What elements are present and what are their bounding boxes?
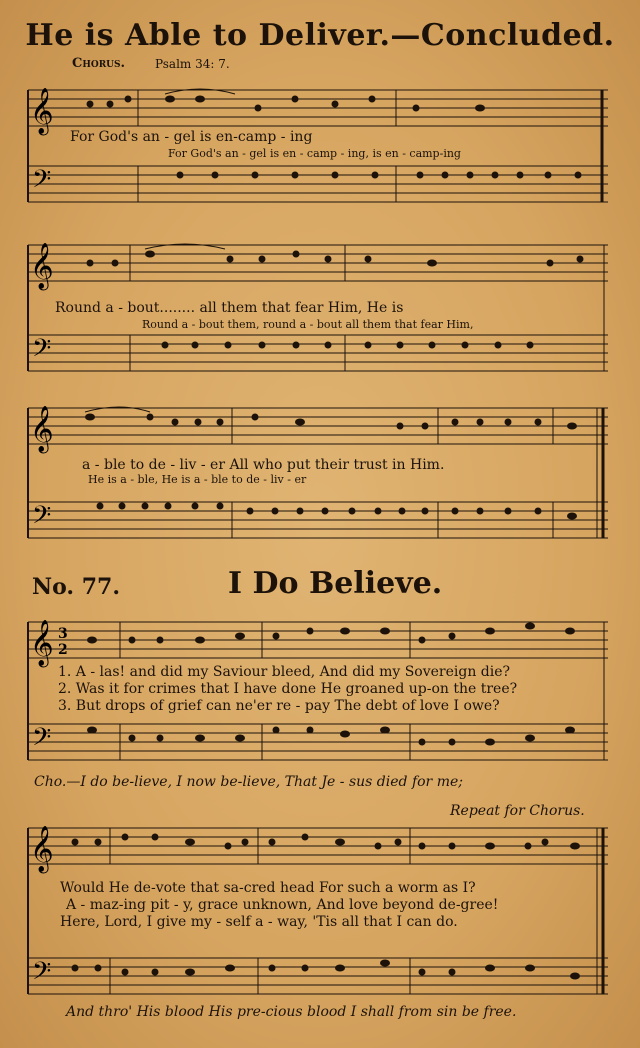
svg-text:𝄢: 𝄢 — [32, 723, 52, 758]
psalm-reference: Psalm 34: 7. — [155, 57, 230, 71]
svg-text:𝄞: 𝄞 — [30, 406, 54, 452]
verse3-line2: Here, Lord, I give my - self a - way, 'Tis all that I can do. — [60, 914, 458, 930]
repeat-note: Repeat for Chorus. — [450, 803, 585, 819]
verse2-line1: 2. Was it for crimes that I have done He groaned up-on the tree? — [58, 681, 518, 697]
verse2-line2: A - maz-ing pit - y, grace unknown, And love beyond de-gree! — [66, 897, 499, 913]
hymn-title: I Do Believe. — [228, 566, 443, 601]
music-system-1 — [0, 80, 640, 210]
svg-text:𝄢: 𝄢 — [32, 501, 52, 536]
svg-text:𝄢: 𝄢 — [32, 334, 52, 369]
chorus-line1: Cho.—I do be-lieve, I now be-lieve, That Je - sus died for me; — [34, 774, 463, 790]
treble-clef-icon: 𝄞 — [30, 88, 54, 134]
hymn-number: No. 77. — [32, 574, 120, 600]
chorus-line2: And thro' His blood His pre-cious blood I shall from sin be free. — [66, 1004, 517, 1020]
system1-lyric-lower: For God's an - gel is en - camp - ing, is en - camp-ing — [168, 147, 461, 160]
svg-text:𝄞: 𝄞 — [30, 243, 54, 289]
svg-text:𝄢: 𝄢 — [32, 957, 52, 992]
svg-text:𝄞: 𝄞 — [30, 620, 54, 666]
system2-lyric-upper: Round a - bout........ all them that fear Him, He is — [55, 300, 404, 316]
system3-lyric-upper: a - ble to de - liv - er All who put their trust in Him. — [82, 457, 445, 473]
verse3-line1: 3. But drops of grief can ne'er re - pay The debt of love I owe? — [58, 698, 500, 714]
verse1-line1: 1. A - las! and did my Saviour bleed, And did my Sovereign die? — [58, 664, 511, 680]
system2-lyric-lower: Round a - bout them, round a - bout all them that fear Him, — [142, 318, 474, 331]
svg-text:3: 3 — [58, 626, 68, 642]
system3-lyric-lower: He is a - ble, He is a - ble to de - liv - er — [88, 473, 307, 486]
svg-text:2: 2 — [58, 642, 68, 658]
music-system-4 — [0, 612, 640, 782]
piece1-title: He is Able to Deliver.—Concluded. — [25, 18, 615, 53]
system1-lyric-upper: For God's an - gel is en-camp - ing — [70, 129, 313, 145]
bass-clef-icon: 𝄢 — [32, 165, 52, 200]
svg-text:𝄞: 𝄞 — [30, 826, 54, 872]
verse1-line2: Would He de-vote that sa-cred head For such a worm as I? — [60, 880, 476, 896]
chorus-label: Chorus. — [72, 56, 126, 71]
